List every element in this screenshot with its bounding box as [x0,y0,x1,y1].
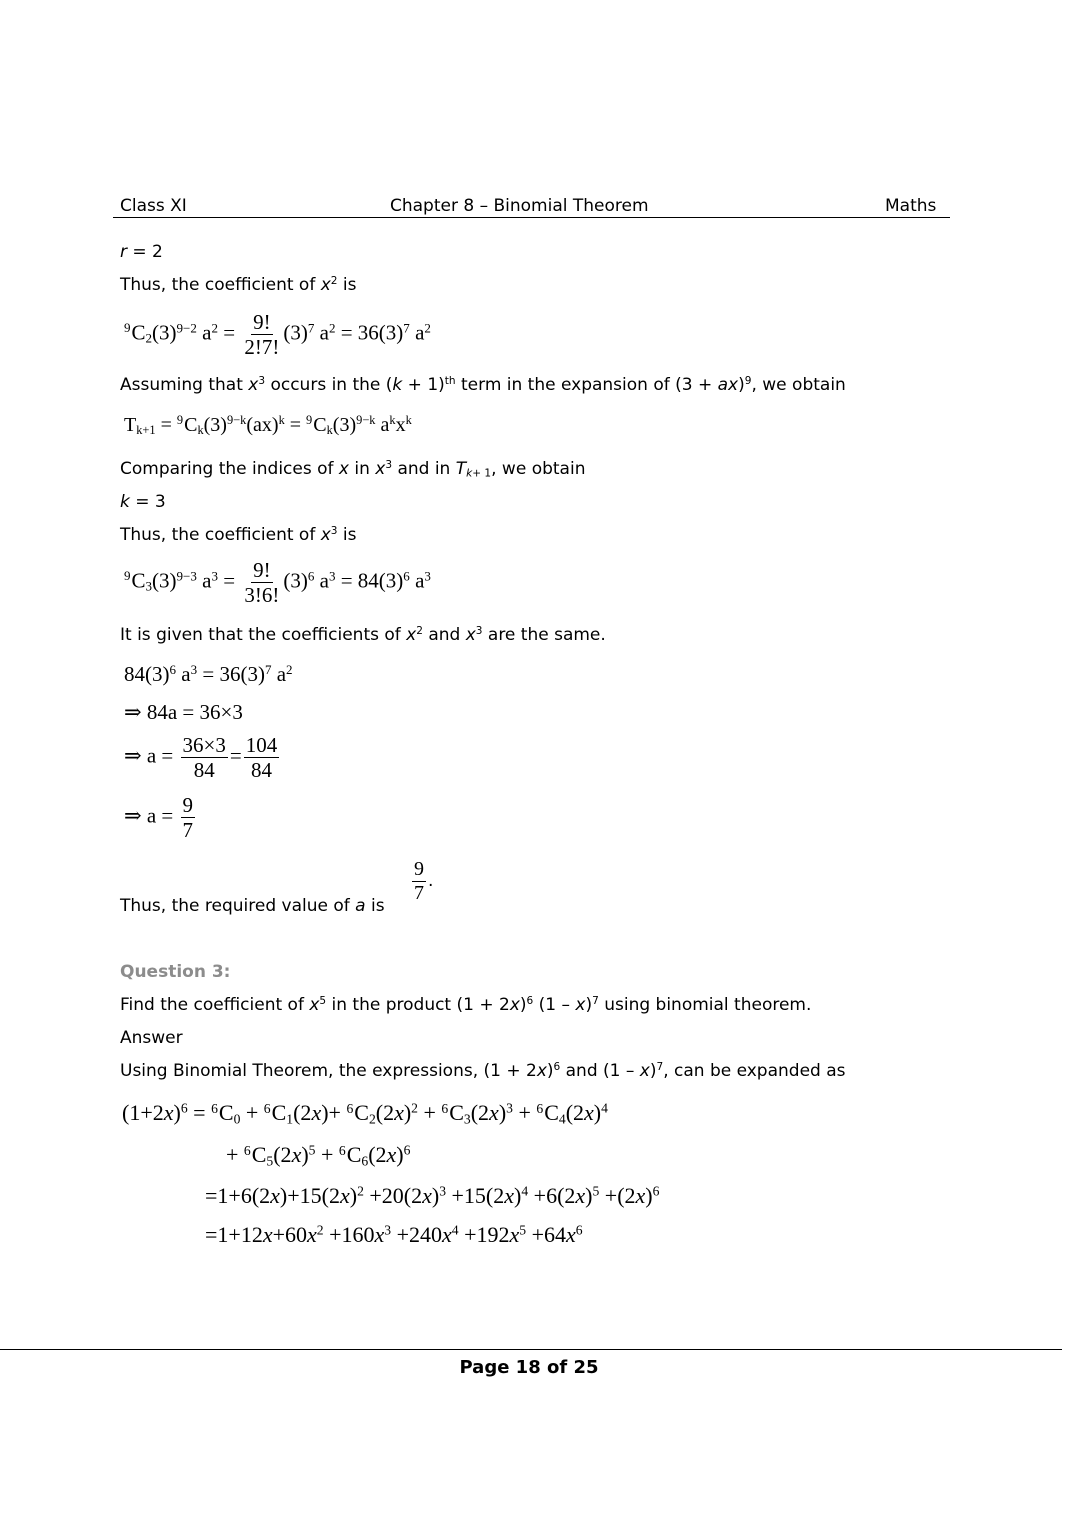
expansion-line-1: $(1+2x)^6 = ^6C_0 + ^6C_1(2x)+ ^6C_2(2x)^2 + ^6C_3(2x)^3 + ^6C_4(2x)^4$ [122,1100,608,1127]
equation-equal-coefficients: $84(3)^6$ $a^3 = 36(3)^7$ $a^2$ [124,661,293,686]
footer-divider [0,1349,1062,1350]
equation-step-1: ⇒ 84a = 36×3 [124,700,243,724]
header-subject: Maths [885,196,937,216]
k-value-line: k = 3 [120,492,166,512]
expansion-line-2: + $^6C_5(2x)^5 + ^6C_6(2x)^6$ [226,1142,411,1169]
assume-x3-line: Assuming that $x^3$ occurs in the $(k + 1)^{th}$ term in the expansion of (3 + ax)$^9$, we obtain [120,375,846,395]
coef-x2-intro: Thus, the coefficient of $x^2$ is [120,275,357,295]
given-same-line: It is given that the coefficients of $x^2$ and $x^3$ are the same. [120,625,606,645]
question-3-prompt: Find the coefficient of $x^5$ in the product $(1 + 2x)^6$ (1 – x)$^7$ using binomial theorem. [120,995,812,1015]
question-3-heading: Question 3: [120,962,231,982]
header-class: Class XI [120,196,187,216]
answer-label: Answer [120,1028,183,1048]
equation-step-3: ⇒ a = $\frac{9}{7}$ [124,793,194,843]
expansion-line-4: $=1+12x+60x^2 +160x^3 +240x^4 +192x^5 +64x^6$ [205,1222,583,1247]
equation-step-2: ⇒ a = $\frac{36\times 3}{84}$ = $\frac{104}{84}$ [124,733,278,783]
equation-coef-x3: $^9C_3(3)^{9-3}$ $a^3$ = $\frac{9!}{3!6!}$ $(3)^6$ $a^3 = 84(3)^6$ $a^3$ [124,558,431,608]
equation-coef-x2: $^9C_2(3)^{9-2}$ $a^2$ = $\frac{9!}{2!7!}$ $(3)^7$ $a^2 = 36(3)^7$ $a^2$ [124,310,431,360]
conclusion-line: Thus, the required value of a is [120,896,385,916]
page-number: Page 18 of 25 [459,1357,599,1378]
coef-x3-intro: Thus, the coefficient of $x^3$ is [120,525,357,545]
header-chapter-title: Chapter 8 – Binomial Theorem [390,196,649,216]
r-value-line: r = 2 [120,242,163,262]
answer-intro: Using Binomial Theorem, the expressions, $(1 + 2x)^6$ and (1 – x)$^7$, can be expanded as [120,1061,846,1081]
compare-indices-line: Comparing the indices of x in $x^3$ and in $T_{k+ 1}$, we obtain [120,459,586,480]
conclusion-fraction: $\frac{9}{7}$ . [414,858,434,904]
equation-general-term: $T_{k+1} = ^9C_k(3)^{9-k}(ax)^k = ^9C_k(3)^{9-k}$ $a^kx^k$ [124,413,412,438]
header-divider [113,217,950,218]
expansion-line-3: $=1+6(2x)+15(2x)^2 +20(2x)^3 +15(2x)^4 +6(2x)^5 +(2x)^6$ [205,1183,660,1208]
